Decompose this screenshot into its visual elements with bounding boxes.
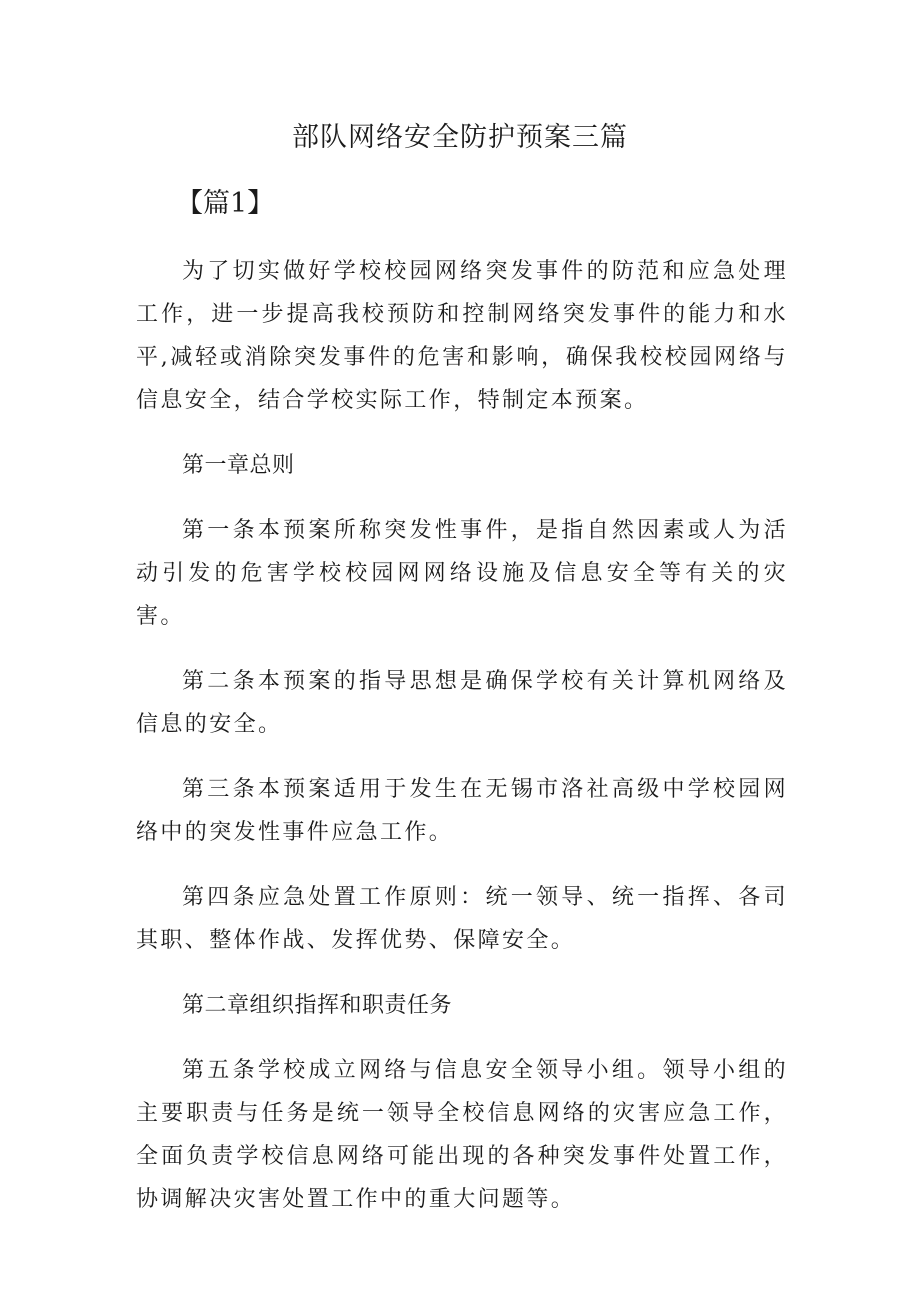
paragraph-article-5: 第五条学校成立网络与信息安全领导小组。领导小组的主要职责与任务是统一领导全校信息网络的灾害应急工作，全面负责学校信息网络可能出现的各种突发事件处置工作，协调解决灾害处置工作中的重大问题等。 [136, 1058, 788, 1212]
document-title: 部队网络安全防护预案三篇 [292, 122, 628, 153]
section-label: 【篇1】 [176, 188, 275, 219]
paragraph-article-1: 第一条本预案所称突发性事件，是指自然因素或人为活动引发的危害学校校园网网络设施及信息安全等有关的灾害。 [136, 518, 788, 629]
paragraph-intro: 为了切实做好学校校园网络突发事件的防范和应急处理工作，进一步提高我校预防和控制网络突发事件的能力和水平,减轻或消除突发事件的危害和影响，确保我校校园网络与信息安全，结合学校实际工作，特制定本预案。 [136, 259, 788, 413]
chapter-heading-1: 第一章总则 [182, 453, 295, 478]
document-body [136, 250, 788, 1243]
paragraph-article-3: 第三条本预案适用于发生在无锡市洛社高级中学校园网络中的突发性事件应急工作。 [136, 777, 788, 845]
paragraph-article-2: 第二条本预案的指导思想是确保学校有关计算机网络及信息的安全。 [136, 669, 788, 737]
paragraph-article-4: 第四条应急处置工作原则：统一领导、统一指挥、各司其职、整体作战、发挥优势、保障安全。 [136, 885, 788, 953]
chapter-heading-2: 第二章组织指挥和职责任务 [182, 993, 453, 1018]
